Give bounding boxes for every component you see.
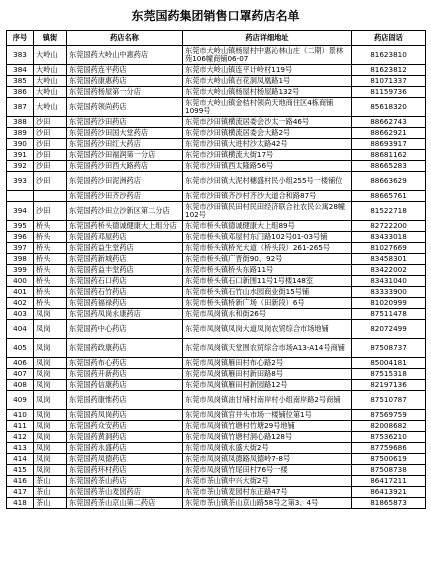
row-name: 东莞国药沙田药店 xyxy=(67,117,183,128)
row-name: 东莞国药黄洞药店 xyxy=(67,432,183,443)
row-phone: 81159736 xyxy=(352,87,426,98)
table-row xyxy=(7,139,426,150)
row-idx: 416 xyxy=(7,476,34,487)
row-address: 东莞市桥头镇德诚健康大上组89号 xyxy=(183,221,352,232)
row-district: 桥头 xyxy=(34,232,67,243)
row-phone: 81020999 xyxy=(352,298,426,309)
row-idx: 418 xyxy=(7,498,34,509)
row-idx: 386 xyxy=(7,87,34,98)
row-phone: 81522718 xyxy=(352,202,426,221)
row-idx: 413 xyxy=(7,443,34,454)
row-idx: 394 xyxy=(7,202,34,221)
row-name: 东莞国药康惟药店 xyxy=(67,391,183,410)
table-row xyxy=(7,276,426,287)
row-name: 东莞国药凤德药店 xyxy=(67,454,183,465)
header-district: 镇街 xyxy=(34,31,67,46)
row-name: 东莞国药福禄药店 xyxy=(67,298,183,309)
row-phone: 86413921 xyxy=(352,487,426,498)
row-idx: 406 xyxy=(7,358,34,369)
row-name: 东莞国药益丰堂药店 xyxy=(67,265,183,276)
row-idx: 387 xyxy=(7,98,34,117)
row-district: 凤岗 xyxy=(34,380,67,391)
row-district: 凤岗 xyxy=(34,339,67,358)
row-district: 大岭山 xyxy=(34,65,67,76)
row-name: 东莞国药沙田泥洲药店 xyxy=(67,172,183,191)
row-district: 桥头 xyxy=(34,243,67,254)
row-phone: 88662743 xyxy=(352,117,426,128)
row-idx: 400 xyxy=(7,276,34,287)
table-row xyxy=(7,309,426,320)
row-address: 东莞市大岭山镇百花洞凤凰路1号 xyxy=(183,76,352,87)
row-address: 东莞市沙田镇西太隆路56号 xyxy=(183,161,352,172)
table-row xyxy=(7,465,426,476)
row-name: 东莞国药邓屋药店 xyxy=(67,232,183,243)
table-row xyxy=(7,221,426,232)
row-district: 凤岗 xyxy=(34,358,67,369)
row-district: 沙田 xyxy=(34,139,67,150)
table-row xyxy=(7,432,426,443)
table-row xyxy=(7,243,426,254)
row-phone: 81623812 xyxy=(352,65,426,76)
row-name: 东莞国药环村药店 xyxy=(67,465,183,476)
row-name: 东莞国药沙田红大药店 xyxy=(67,139,183,150)
row-name: 东莞国药凤岗永康药店 xyxy=(67,309,183,320)
row-idx xyxy=(7,191,34,202)
row-address: 东莞市凤岗镇雁田村布心路2号 xyxy=(183,358,352,369)
page-title: 东莞国药集团销售口罩药店名单 xyxy=(131,9,300,23)
row-name: 东莞国药沙田西大路药店 xyxy=(67,161,183,172)
row-name: 东莞国药茶山药店 xyxy=(67,476,183,487)
header-address: 药店详细地址 xyxy=(183,31,352,46)
row-district: 大岭山 xyxy=(34,98,67,117)
row-name: 东莞国药茶山京山第二药店 xyxy=(67,498,183,509)
row-district: 凤岗 xyxy=(34,391,67,410)
row-idx: 385 xyxy=(7,76,34,87)
table-row xyxy=(7,487,426,498)
row-district: 大岭山 xyxy=(34,87,67,98)
row-idx: 404 xyxy=(7,320,34,339)
row-address: 东莞市茶山镇麦园村东正路47号 xyxy=(183,487,352,498)
row-phone: 81071337 xyxy=(352,76,426,87)
row-idx: 392 xyxy=(7,161,34,172)
row-address: 东莞市凤岗镇官井头市场一楼铺位第1号 xyxy=(183,410,352,421)
row-district: 茶山 xyxy=(34,476,67,487)
row-idx: 409 xyxy=(7,391,34,410)
row-name: 东莞国药益生堂药店 xyxy=(67,243,183,254)
table-row xyxy=(7,339,426,358)
row-address: 东莞市凤岗镇竹塘村洞心路128号 xyxy=(183,432,352,443)
row-address: 东莞市凤岗镇永和街26号 xyxy=(183,309,352,320)
row-address: 东莞市茶山镇中兴大街2号 xyxy=(183,476,352,487)
row-phone: 86417211 xyxy=(352,476,426,487)
row-idx: 407 xyxy=(7,369,34,380)
row-phone: 81027669 xyxy=(352,243,426,254)
row-address: 东莞市凤岗镇凤岗大道凤岗农贸综合市场地铺 xyxy=(183,320,352,339)
row-address: 东莞市桥头镇广晋街90、92号 xyxy=(183,254,352,265)
row-phone: 88662921 xyxy=(352,128,426,139)
row-phone: 82072499 xyxy=(352,320,426,339)
row-name: 东莞国药石口药店 xyxy=(67,276,183,287)
row-name: 东莞国药沙田齐沙药店 xyxy=(67,191,183,202)
row-phone: 82722200 xyxy=(352,221,426,232)
row-address: 东莞市桥头镇邓屋村东门路102号01-03号铺 xyxy=(183,232,352,243)
row-district: 沙田 xyxy=(34,150,67,161)
row-idx: 412 xyxy=(7,432,34,443)
row-address: 东莞市大岭山镇杨屋村杨屋路132号 xyxy=(183,87,352,98)
row-address: 东莞市凤岗镇雁田村新田路8号 xyxy=(183,369,352,380)
row-idx: 396 xyxy=(7,232,34,243)
row-idx: 403 xyxy=(7,309,34,320)
table-row xyxy=(7,298,426,309)
pharmacy-table xyxy=(6,30,426,509)
row-idx: 415 xyxy=(7,465,34,476)
row-name: 东莞国药信康药店 xyxy=(67,380,183,391)
row-name: 东莞国药政康药店 xyxy=(67,339,183,358)
row-phone: 83422002 xyxy=(352,265,426,276)
row-address: 东莞市沙田镇横流居委会大路2号 xyxy=(183,128,352,139)
row-name: 东莞国药沙田福润第一分店 xyxy=(67,150,183,161)
row-district: 沙田 xyxy=(34,172,67,191)
row-idx: 405 xyxy=(7,339,34,358)
row-district: 凤岗 xyxy=(34,421,67,432)
row-district: 桥头 xyxy=(34,265,67,276)
row-address: 东莞市凤岗镇油甘埔村南岸村小组南岸路2号商铺 xyxy=(183,391,352,410)
row-name: 东莞国药康惠药店 xyxy=(67,76,183,87)
row-phone: 88665283 xyxy=(352,161,426,172)
row-address: 东莞市桥头镇桥光大道（桥头段）261-265号 xyxy=(183,243,352,254)
row-district: 桥头 xyxy=(34,287,67,298)
row-district: 沙田 xyxy=(34,117,67,128)
table-body xyxy=(7,46,426,509)
table-row xyxy=(7,202,426,221)
row-name: 东莞国药桥头德诚健康大上组分店 xyxy=(67,221,183,232)
header-name: 药店名称 xyxy=(67,31,183,46)
row-name: 东莞国药布心药店 xyxy=(67,358,183,369)
table-row xyxy=(7,128,426,139)
row-address: 东莞市凤岗镇天堂围农贸综合市场A13-A14号商铺 xyxy=(183,339,352,358)
row-phone: 88665761 xyxy=(352,191,426,202)
header-idx: 序号 xyxy=(7,31,34,46)
row-phone: 87500619 xyxy=(352,454,426,465)
row-phone: 83458301 xyxy=(352,254,426,265)
row-phone: 87508737 xyxy=(352,339,426,358)
table-row xyxy=(7,265,426,276)
row-address: 东莞市沙田镇大进村沙太路42号 xyxy=(183,139,352,150)
row-district: 茶山 xyxy=(34,498,67,509)
row-idx: 398 xyxy=(7,254,34,265)
row-phone: 85004181 xyxy=(352,358,426,369)
row-name: 东莞国药众安药店 xyxy=(67,421,183,432)
row-name: 东莞国药永盛药店 xyxy=(67,443,183,454)
table-row xyxy=(7,391,426,410)
row-idx: 384 xyxy=(7,65,34,76)
row-phone: 85618320 xyxy=(352,98,426,117)
row-district: 桥头 xyxy=(34,254,67,265)
row-address: 东莞市沙田镇横流居委会沙太一路46号 xyxy=(183,117,352,128)
row-idx: 410 xyxy=(7,410,34,421)
row-idx: 411 xyxy=(7,421,34,432)
row-district: 沙田 xyxy=(34,161,67,172)
table-row xyxy=(7,287,426,298)
row-name: 东莞国药新城药店 xyxy=(67,254,183,265)
row-district: 凤岗 xyxy=(34,465,67,476)
row-phone: 87569759 xyxy=(352,410,426,421)
row-district: 桥头 xyxy=(34,276,67,287)
row-idx: 402 xyxy=(7,298,34,309)
row-phone: 83431040 xyxy=(352,276,426,287)
row-name: 东莞国药开新药店 xyxy=(67,369,183,380)
row-idx: 408 xyxy=(7,380,34,391)
row-address: 东莞市凤岗镇凤德路凤德岭7-8号 xyxy=(183,454,352,465)
row-phone: 87536210 xyxy=(352,432,426,443)
row-address: 东莞市桥头镇石口新围11号1号楼148室 xyxy=(183,276,352,287)
row-name: 东莞国药杨屋第一分店 xyxy=(67,87,183,98)
row-address: 东莞市凤岗镇竹尾田村76号一楼 xyxy=(183,465,352,476)
row-name: 东莞国药茶山麦园药店 xyxy=(67,487,183,498)
row-name: 东莞国药领尚药店 xyxy=(67,98,183,117)
row-idx: 389 xyxy=(7,128,34,139)
row-district: 大岭山 xyxy=(34,76,67,87)
row-address: 东莞市沙田镇民田村民田经济联合社农民公寓28幢102号 xyxy=(183,202,352,221)
row-address: 东莞市桥头镇桥头东路11号 xyxy=(183,265,352,276)
row-phone: 87510787 xyxy=(352,391,426,410)
row-idx: 417 xyxy=(7,487,34,498)
header-phone: 药店固话 xyxy=(352,31,426,46)
table-row xyxy=(7,117,426,128)
table-row xyxy=(7,87,426,98)
row-idx: 395 xyxy=(7,221,34,232)
row-phone: 88663629 xyxy=(352,172,426,191)
table-row xyxy=(7,232,426,243)
row-phone: 88681162 xyxy=(352,150,426,161)
row-address: 东莞市大岭山镇金桔村领尚天地商住区4栋商铺1099号 xyxy=(183,98,352,117)
row-name: 东莞国药沙田立沙新区第二分店 xyxy=(67,202,183,221)
row-address: 东莞市桥头镇桥新广场（田新段）6号 xyxy=(183,298,352,309)
row-name: 东莞国药石竹药店 xyxy=(67,287,183,298)
row-district: 桥头 xyxy=(34,298,67,309)
row-district: 桥头 xyxy=(34,221,67,232)
row-address: 东莞市大岭山镇杨屋村中惠沁林山庄（二期）景林苑106幢商铺06-07 xyxy=(183,46,352,65)
table-row xyxy=(7,454,426,465)
table-row xyxy=(7,380,426,391)
row-phone: 87515318 xyxy=(352,369,426,380)
row-phone: 87759686 xyxy=(352,443,426,454)
table-row xyxy=(7,76,426,87)
row-district: 沙田 xyxy=(34,128,67,139)
row-district: 沙田 xyxy=(34,202,67,221)
row-name: 东莞国药中心药店 xyxy=(67,320,183,339)
table-row xyxy=(7,46,426,65)
table-row xyxy=(7,65,426,76)
table-row xyxy=(7,369,426,380)
table-row xyxy=(7,498,426,509)
table-row xyxy=(7,150,426,161)
row-idx: 399 xyxy=(7,265,34,276)
table-row xyxy=(7,320,426,339)
row-name: 东莞国药凤岗药店 xyxy=(67,410,183,421)
row-idx: 397 xyxy=(7,243,34,254)
table-row xyxy=(7,254,426,265)
row-idx: 391 xyxy=(7,150,34,161)
table-row xyxy=(7,421,426,432)
row-idx: 388 xyxy=(7,117,34,128)
row-name: 东莞国药大岭山中惠药店 xyxy=(67,46,183,65)
row-idx: 414 xyxy=(7,454,34,465)
row-phone: 83333900 xyxy=(352,287,426,298)
table-row xyxy=(7,191,426,202)
table-row xyxy=(7,98,426,117)
row-address: 东莞市凤岗镇永盛大街2号 xyxy=(183,443,352,454)
row-idx: 390 xyxy=(7,139,34,150)
row-district: 凤岗 xyxy=(34,432,67,443)
table-row xyxy=(7,410,426,421)
row-idx: 383 xyxy=(7,46,34,65)
row-phone: 87511478 xyxy=(352,309,426,320)
table-header-row xyxy=(7,31,426,46)
row-phone: 88693917 xyxy=(352,139,426,150)
row-phone: 81865873 xyxy=(352,498,426,509)
row-district: 凤岗 xyxy=(34,443,67,454)
row-district: 凤岗 xyxy=(34,369,67,380)
row-district xyxy=(34,191,67,202)
row-phone: 83433018 xyxy=(352,232,426,243)
row-address: 东莞市大岭山镇连平计岭村119号 xyxy=(183,65,352,76)
table-row xyxy=(7,161,426,172)
row-district: 凤岗 xyxy=(34,309,67,320)
row-address: 东莞市沙田镇横流大街17号 xyxy=(183,150,352,161)
row-phone: 82197136 xyxy=(352,380,426,391)
row-district: 茶山 xyxy=(34,487,67,498)
table-row xyxy=(7,172,426,191)
row-address: 东莞市凤岗镇竹塘村竹塘29号地铺 xyxy=(183,421,352,432)
row-district: 凤岗 xyxy=(34,454,67,465)
row-idx: 401 xyxy=(7,287,34,298)
table-row xyxy=(7,358,426,369)
row-phone: 87508738 xyxy=(352,465,426,476)
row-name: 东莞国药沙田国大堂药店 xyxy=(67,128,183,139)
row-address: 东莞市沙田镇大泥村穗盛村民小组255号一楼铺位 xyxy=(183,172,352,191)
row-address: 东莞市沙田镇齐沙村齐沙大道合和路87号 xyxy=(183,191,352,202)
row-district: 大岭山 xyxy=(34,46,67,65)
row-name: 东莞国药连平药店 xyxy=(67,65,183,76)
row-address: 东莞市茶山镇茶山京山路58号之第3、4号 xyxy=(183,498,352,509)
row-district: 凤岗 xyxy=(34,410,67,421)
row-address: 东莞市桥头镇石竹山水园商业街15号铺 xyxy=(183,287,352,298)
table-row xyxy=(7,443,426,454)
row-district: 凤岗 xyxy=(34,320,67,339)
row-address: 东莞市凤岗镇雁田村新园路12号 xyxy=(183,380,352,391)
row-phone: 81623810 xyxy=(352,46,426,65)
row-phone: 82008682 xyxy=(352,421,426,432)
row-idx: 393 xyxy=(7,172,34,191)
table-row xyxy=(7,476,426,487)
